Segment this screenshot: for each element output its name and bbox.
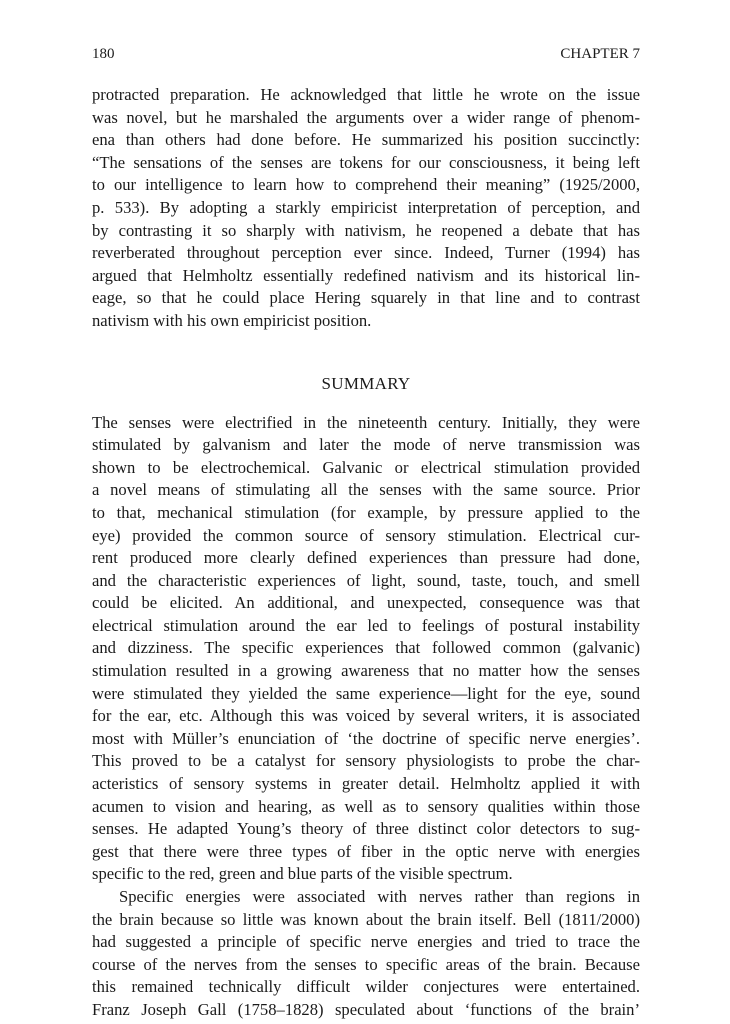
text-line: eage, so that he could place Hering squarely in that line and to contrast bbox=[92, 288, 640, 308]
text-line: was novel, but he marshaled the arguments over a wider range of phenom- bbox=[92, 107, 640, 127]
text-line: reverberated throughout perception ever since. Indeed, Turner (1994) has bbox=[92, 243, 640, 263]
text-line: p. 533). By adopting a starkly empiricist interpretation of perception, and bbox=[92, 197, 640, 217]
running-head bbox=[92, 44, 640, 64]
page-number: 180 bbox=[92, 46, 115, 62]
text-line: stimulated by galvanism and later the mode of nerve transmission was bbox=[92, 435, 640, 455]
text-line: course of the nerves from the senses to specific areas of the brain. Because bbox=[92, 954, 640, 974]
opening-paragraph bbox=[92, 84, 640, 333]
text-line: had suggested a principle of specific nerve energies and tried to trace the bbox=[92, 932, 640, 952]
text-line: Specific energies were associated with nerves rather than regions in bbox=[119, 887, 640, 906]
text-line: for the ear, etc. Although this was voiced by several writers, it is associated bbox=[92, 706, 640, 726]
text-line: this remained technically difficult wilder conjectures were entertained. bbox=[92, 977, 640, 997]
text-line: The senses were electrified in the nineteenth century. Initially, they were bbox=[92, 412, 640, 432]
text-line: the brain because so little was known about the brain itself. Bell (1811/2000) bbox=[92, 909, 640, 929]
text-line: most with Müller’s enunciation of ‘the doctrine of specific nerve energies’. bbox=[92, 728, 640, 748]
text-line: to that, mechanical stimulation (for example, by pressure applied to the bbox=[92, 502, 640, 522]
text-line: acteristics of sensory systems in greater detail. Helmholtz applied it with bbox=[92, 774, 640, 794]
summary-paragraph-2 bbox=[92, 886, 640, 1022]
text-line: nativism with his own empiricist position. bbox=[92, 310, 372, 330]
chapter-label: CHAPTER 7 bbox=[560, 46, 640, 62]
text-line: and dizziness. The specific experiences that followed common (galvanic) bbox=[92, 638, 640, 658]
book-page bbox=[92, 44, 640, 1022]
text-line: eye) provided the common source of sensory stimulation. Electrical cur- bbox=[92, 525, 640, 545]
text-line: electrical stimulation around the ear led to feelings of postural instability bbox=[92, 615, 640, 635]
text-line: and the characteristic experiences of light, sound, taste, touch, and smell bbox=[92, 570, 640, 590]
text-line: stimulation resulted in a growing awareness that no matter how the senses bbox=[92, 661, 640, 681]
text-line: a novel means of stimulating all the senses with the same source. Prior bbox=[92, 480, 640, 500]
section-heading-summary: SUMMARY bbox=[321, 373, 411, 393]
text-line: were stimulated they yielded the same experience—light for the eye, sound bbox=[92, 683, 640, 703]
text-line: rent produced more clearly defined experiences than pressure had done, bbox=[92, 548, 640, 568]
text-line: protracted preparation. He acknowledged that little he wrote on the issue bbox=[92, 85, 640, 104]
text-line: by contrasting it so sharply with nativism, he reopened a debate that has bbox=[92, 220, 640, 240]
text-line: senses. He adapted Young’s theory of three distinct color detectors to sug- bbox=[92, 819, 640, 839]
text-line: acumen to vision and hearing, as well as to sensory qualities within those bbox=[92, 796, 640, 816]
text-line: “The sensations of the senses are tokens for our consciousness, it being left bbox=[92, 152, 640, 172]
text-line: to our intelligence to learn how to comprehend their meaning” (1925/2000, bbox=[92, 175, 640, 195]
text-line: This proved to be a catalyst for sensory physiologists to probe the char- bbox=[92, 751, 640, 771]
text-line: could be elicited. An additional, and unexpected, consequence was that bbox=[92, 593, 640, 613]
text-line: specific to the red, green and blue parts of the visible spectrum. bbox=[92, 864, 513, 884]
text-line: shown to be electrochemical. Galvanic or electrical stimulation provided bbox=[92, 457, 640, 477]
text-line: ena than others had done before. He summarized his position succinctly: bbox=[92, 130, 640, 150]
text-line: Franz Joseph Gall (1758–1828) speculated about ‘functions of the brain’ bbox=[92, 999, 640, 1019]
summary-paragraph-1 bbox=[92, 412, 640, 886]
text-line: argued that Helmholtz essentially redefined nativism and its historical lin- bbox=[92, 265, 640, 285]
text-line: gest that there were three types of fiber in the optic nerve with energies bbox=[92, 841, 640, 861]
